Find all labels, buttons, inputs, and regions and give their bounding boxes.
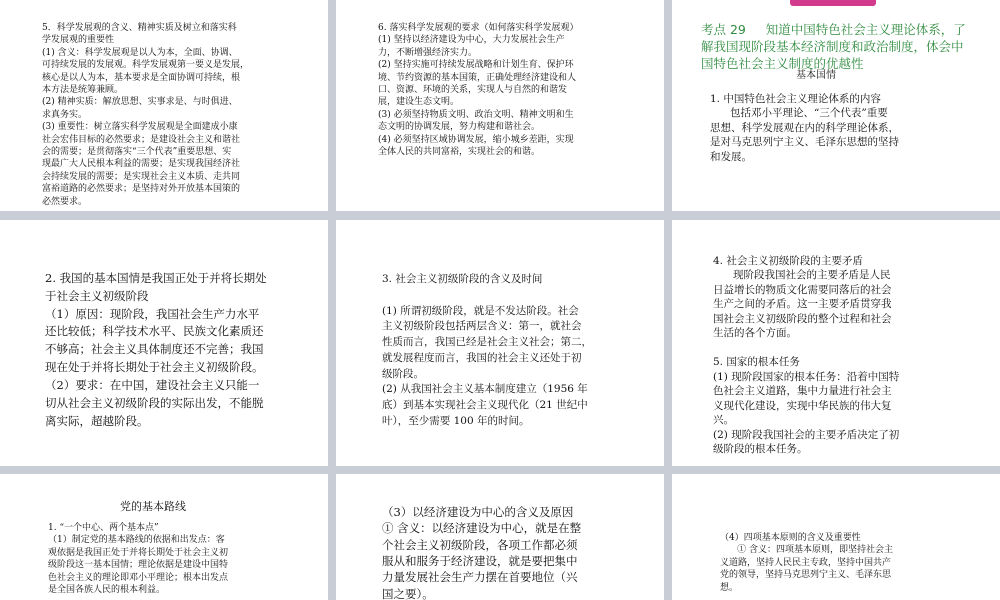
slide-text: （4）四项基本原则的含义及重要性 ① 含义：四项基本原则，即坚持社会主 义道路，坚持人民民主专政，坚持中国共产 党的领导，坚持马克思列宁主义、毛泽东思 想。 bbox=[720, 533, 894, 593]
slide-text: 5．科学发展观的含义、精神实质及树立和落实科 学发展观的重要性 (1) 含义：科学发展观是以人为本，全面、协调、 可持续发展的发展观。科学发展观第一要义是发展， 核心是以人为本，基本要求是全面协调可持续，根 本方法是统筹兼顾。 (2) 精神实质：解放思想、实事求是、与时俱进、 求真务实。 (3) 重要性：树立落实科学发展观是全面建成小康 社会宏伟目标的必然要求；是建设社会主义和谐社 会的需要；是贯彻落实“三个代表”重要思想、实 现最广大人民根本利益的需要；是实现我国经济社 会持续发展的需要；是实现社会主义本质、走共同 富裕道路的必然要求；是坚持对外开放基本国策的 必然要求。 bbox=[42, 23, 250, 207]
slide-text: （3）以经济建设为中心的含义及原因 ① 含义：以经济建设为中心，就是在整 个社会主义初级阶段，各项工作都必须 服从和服务于经济建设，就是要把集中 力量发展社会生产力摆在首要地位（兴 国之要）。 bbox=[382, 505, 582, 600]
slide-basic-national-condition bbox=[0, 220, 328, 466]
slide-scientific-outlook bbox=[0, 0, 328, 211]
slide-party-basic-line bbox=[0, 474, 328, 600]
slide-primary-stage bbox=[336, 220, 664, 466]
slide-main-contradiction bbox=[672, 220, 1000, 466]
title-banner bbox=[790, 0, 876, 6]
slide-four-cardinal-principles bbox=[672, 474, 1000, 600]
slide-text: 2. 我国的基本国情是我国正处于并将长期处 于社会主义初级阶段 （1）原因：现阶段，我国社会生产力水平 还比较低；科学技术水平、民族文化素质还 不够高；社会主义具体制度还不完善；我国 现在处于并将长期处于社会主义初级阶段。 （2）要求：在中国，建设社会主义只能一 切从社会主义初级阶段的实际出发，不能脱 离实际，超越阶段。 bbox=[45, 271, 267, 428]
exam-point-heading: 考点 29 知道中国特色社会主义理论体系，了 解我国现阶段基本经济制度和政治制度，体会中 国特色社会主义制度的优越性 bbox=[701, 22, 966, 71]
slide-title: 党的基本路线 bbox=[120, 500, 186, 513]
slide-text: 1. 中国特色社会主义理论体系的内容 包括邓小平理论、“三个代表”重要 思想、科学发展观在内的科学理论体系， 是对马克思列宁主义、毛泽东思想的坚持 和发展。 bbox=[710, 93, 899, 163]
slide-text: 6. 落实科学发展观的要求（如何落实科学发展观） (1) 坚持以经济建设为中心，大力发展社会生产 力，不断增强经济实力。 (2) 坚持实施可持续发展战略和计划生育、保护环 境、节约资源的基本国策，正确处理经济建设和人 口、资源、环境的关系，实现人与自然的和谐发 展，建设生态文明。 (3) 必须坚持物质文明、政治文明、精神文明和生 态文明的协调发展，努力构建和谐社会。 (4) 必须坚持区域协调发展，缩小城乡差距，实现 全体人民的共同富裕，实现社会的和谐。 bbox=[378, 23, 579, 158]
slide-text: 3. 社会主义初级阶段的含义及时间 (1) 所谓初级阶段，就是不发达阶段。社会 主义初级阶段包括两层含义：第一，就社会 性质而言，我国已经是社会主义社会；第二， 就发展程度而言，我国的社会主义还处于初 级阶段。 (2) 从我国社会主义基本制度建立（1956 年 底）到基本实现社会主义现代化（21 世纪中 叶），至少需要 100 年的时间。 bbox=[382, 273, 592, 427]
slide-implement-requirements bbox=[336, 0, 664, 211]
slide-text: 1. “一个中心、两个基本点” （1）制定党的基本路线的依据和出发点：客 观依据是我国正处于并将长期处于社会主义初 级阶段这一基本国情；理论依据是建设中国特 色社会主义的理论即邓小平理论；根本出发点 是全国各族人民的根本利益。 bbox=[48, 523, 229, 596]
section-subheading: 基本国情 bbox=[796, 70, 836, 81]
slide-text: 4. 社会主义初级阶段的主要矛盾 现阶段我国社会的主要矛盾是人民 日益增长的物质文化需要同落后的社会 生产之间的矛盾。这一主要矛盾贯穿我 国社会主义初级阶段的整个过程和社会 生活的各个方面。 5. 国家的根本任务 (1) 现阶段国家的根本任务：沿着中国特 色社会主义道路，集中力量进行社会主 义现代化建设，实现中华民族的伟大复 兴。 (2) 现阶段我国社会的主要矛盾决定了初 级阶段的根本任务。 bbox=[713, 255, 900, 456]
slide-economic-center bbox=[336, 474, 664, 600]
slide-theory-system bbox=[672, 0, 1000, 211]
